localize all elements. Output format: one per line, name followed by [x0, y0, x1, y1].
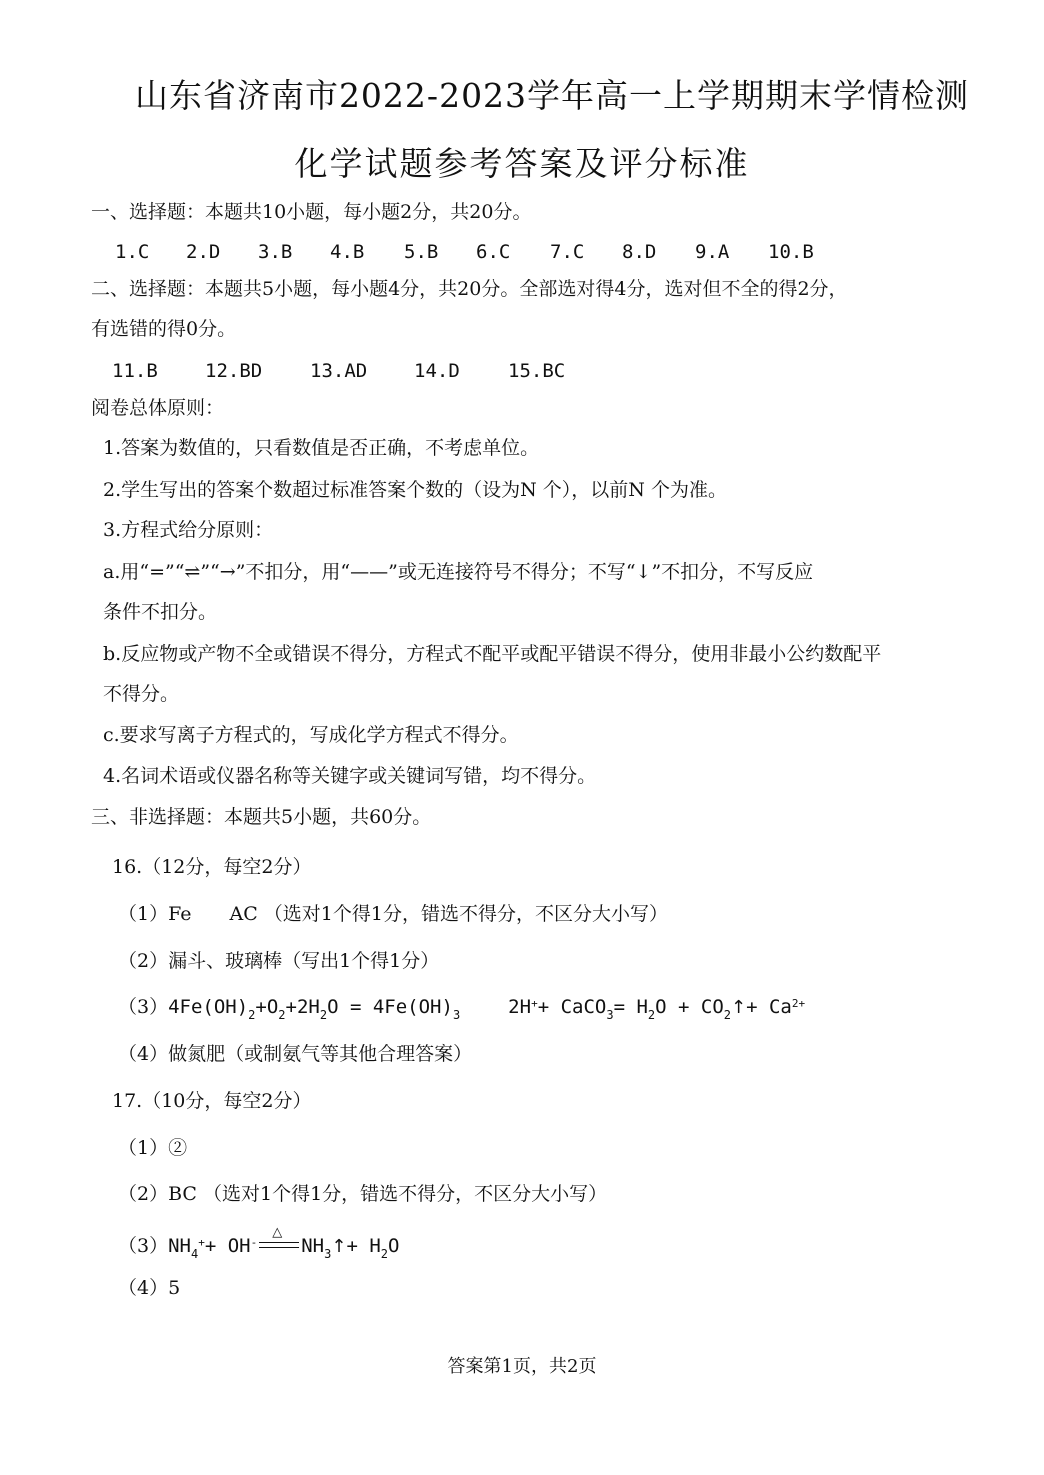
q17-title: 17.（10分，每空2分）: [112, 1090, 312, 1112]
answer-2: 2.D: [186, 241, 221, 263]
answer-13: 13.AD: [310, 360, 368, 382]
answer-5: 5.B: [404, 241, 439, 263]
answer-12: 12.BD: [205, 360, 263, 382]
principle-3a: a.用“=”“⇌”“→”不扣分，用“——”或无连接符号不得分；不写“↓”不扣分，不写反应: [103, 561, 814, 583]
section2-heading: 二、选择题：本题共5小题，每小题4分，共20分。全部选对得4分，选对但不全的得2分，: [91, 278, 848, 300]
q16-answer-1: （1）Fe AC （选对1个得1分，错选不得分，不区分大小写）: [118, 903, 668, 925]
answer-7: 7.C: [550, 241, 585, 263]
answer-11: 11.B: [112, 360, 158, 382]
gas-arrow-icon: ↑: [331, 1236, 347, 1257]
q16-title: 16.（12分，每空2分）: [112, 856, 312, 878]
section2-heading-cont: 有选错的得0分。: [91, 318, 237, 340]
principle-3b-cont: 不得分。: [103, 683, 180, 705]
principle-3: 3.方程式给分原则：: [103, 519, 274, 541]
answer-10: 10.B: [768, 241, 814, 263]
answer-14: 14.D: [414, 360, 460, 382]
q17-answer-3: [118, 1225, 400, 1261]
answer-8: 8.D: [622, 241, 657, 263]
answer-1: 1.C: [115, 241, 150, 263]
section1-heading: 一、选择题：本题共10小题，每小题2分，共20分。: [91, 201, 532, 223]
equation-caco3-acid: 2H++ CaCO$_3$= $H_2O$ + $CO_2↑+ Ca^{2+}$: [508, 996, 806, 1022]
principles-heading: 阅卷总体原则：: [91, 397, 225, 419]
heating-condition-icon: △: [257, 1232, 301, 1254]
principle-1: 1.答案为数值的，只看数值是否正确，不考虑单位。: [103, 437, 540, 459]
answer-15: 15.BC: [508, 360, 566, 382]
gas-arrow-icon: ↑: [731, 997, 747, 1018]
principle-2: 2.学生写出的答案个数超过标准答案个数的（设为N 个），以前N 个为准。: [103, 479, 727, 501]
answer-9: 9.A: [695, 241, 730, 263]
q16-answer-3-label: （3）: [118, 996, 169, 1018]
q16-answer-2: （2）漏斗、玻璃棒（写出1个得1分）: [118, 950, 440, 972]
q16-answer-4: （4）做氮肥（或制氨气等其他合理答案）: [118, 1043, 473, 1065]
principle-4: 4.名词术语或仪器名称等关键字或关键词写错，均不得分。: [103, 765, 597, 787]
q17-answer-4: （4）5: [118, 1277, 181, 1299]
principle-3c: c.要求写离子方程式的，写成化学方程式不得分。: [103, 724, 519, 746]
answer-6: 6.C: [476, 241, 511, 263]
page-footer: 答案第1页，共2页: [447, 1356, 597, 1377]
principle-3a-cont: 条件不扣分。: [103, 601, 218, 623]
principle-3b: b.反应物或产物不全或错误不得分，方程式不配平或配平错误不得分，使用非最小公约数配平: [103, 643, 882, 665]
equation-fe-oh2-oxidation: $4Fe(OH)_2+O_2+2H_2O = 4Fe(OH)_3$: [168, 996, 461, 1022]
q17-answer-3-label: （3）: [118, 1235, 169, 1257]
q17-answer-1: （1）②: [118, 1137, 188, 1159]
q16-answer-3: [118, 998, 805, 1021]
answer-4: 4.B: [330, 241, 365, 263]
equation-ammonium-hydroxide: $NH_4^++ OH^-$ △ $NH_3↑+ H_2O$: [168, 1225, 400, 1261]
section3-heading: 三、非选择题：本题共5小题，共60分。: [91, 806, 432, 828]
page-subtitle: 化学试题参考答案及评分标准: [294, 144, 750, 183]
answer-3: 3.B: [258, 241, 293, 263]
page-title: 山东省济南市2022-2023学年高一上学期期末学情检测: [134, 76, 970, 115]
q17-answer-2: （2）BC （选对1个得1分，错选不得分，不区分大小写）: [118, 1183, 608, 1205]
